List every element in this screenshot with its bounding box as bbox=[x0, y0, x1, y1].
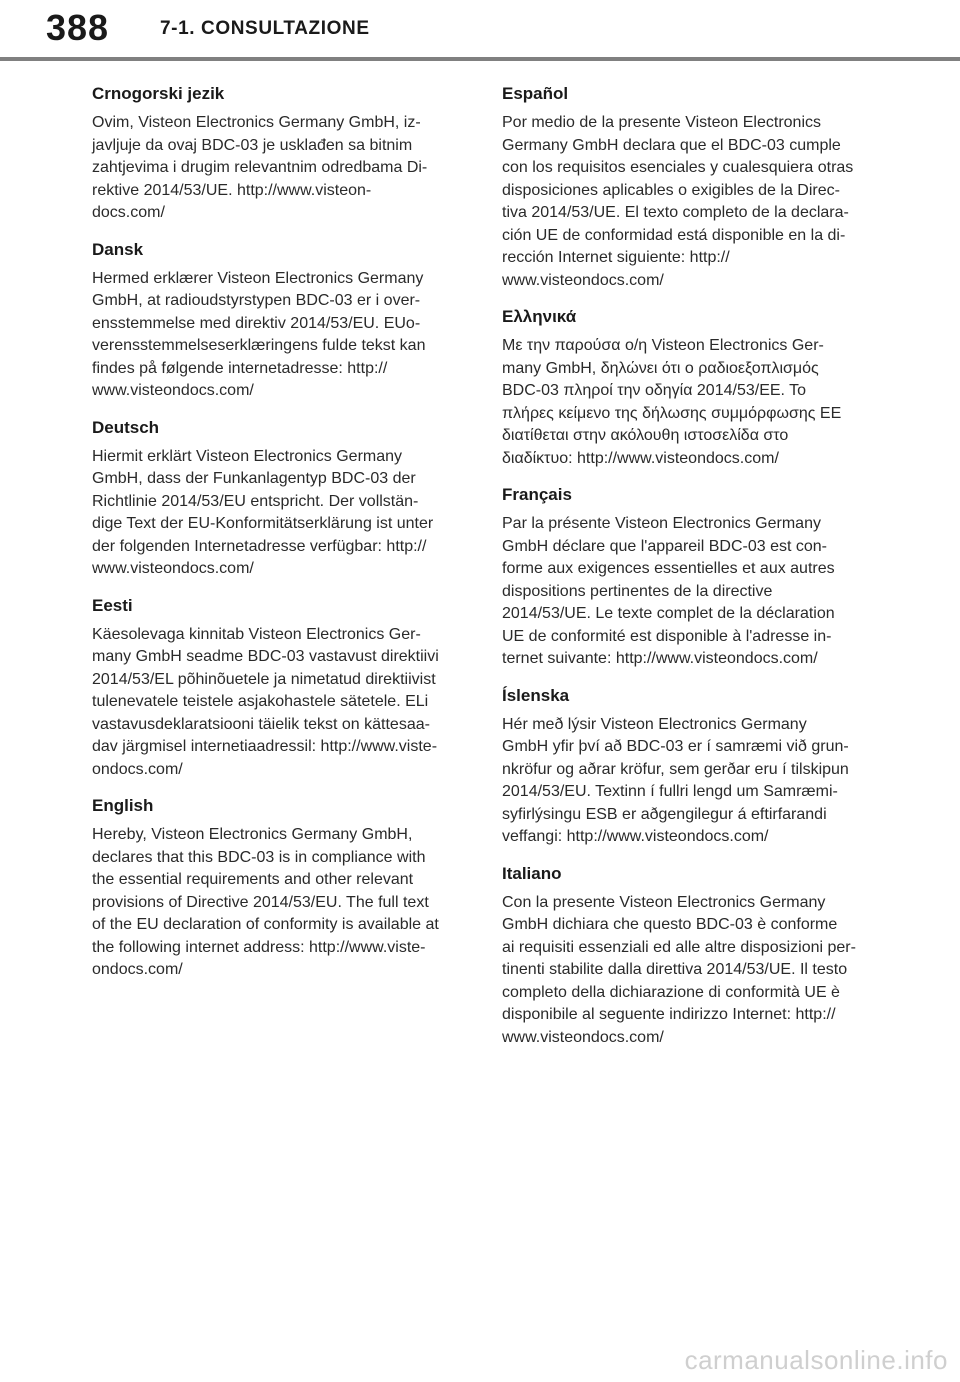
text-line: ai requisiti essenziali ed alle altre disposizioni per- bbox=[502, 938, 856, 956]
text-line: many GmbH, δηλώνει ότι ο ραδιοεξοπλισμός bbox=[502, 359, 819, 377]
language-section bbox=[502, 483, 882, 671]
language-heading: Français bbox=[502, 485, 572, 504]
text-line: verensstemmelseserklæringens fulde tekst kan bbox=[92, 337, 426, 354]
language-section bbox=[92, 416, 472, 581]
text-line: syfirlýsingu ESB er aðgengilegur á eftirfarandi bbox=[502, 805, 827, 823]
language-heading: Dansk bbox=[92, 239, 144, 259]
text-line: disposiciones aplicables o exigibles de la Direc- bbox=[502, 181, 840, 199]
text-line: ternet suivante: http://www.visteondocs.com/ bbox=[502, 650, 818, 667]
text-line: rección Internet siguiente: http:// bbox=[502, 249, 730, 266]
language-heading: Ελληνικά bbox=[502, 307, 577, 326]
text-line: GmbH, dass der Funkanlagentyp BDC-03 der bbox=[92, 470, 416, 487]
text-line: der folgenden Internetadresse verfügbar: http:// bbox=[92, 537, 427, 555]
language-heading: Íslenska bbox=[502, 685, 570, 705]
text-line: UE de conformité est disponible à l'adresse in- bbox=[502, 627, 832, 645]
text-line: dav järgmisel internetiaadressil: http://www.viste- bbox=[92, 738, 438, 755]
declaration-text bbox=[92, 268, 472, 403]
text-line: vastavusdeklaratsiooni täielik tekst on kättesaa- bbox=[92, 715, 430, 733]
language-section bbox=[92, 238, 472, 403]
text-line: 2014/53/UE. Le texte complet de la déclaration bbox=[502, 605, 835, 622]
text-line: declares that this BDC-03 is in compliance with bbox=[92, 848, 426, 866]
language-section bbox=[502, 862, 882, 1050]
declaration-text bbox=[502, 112, 882, 292]
right-column bbox=[502, 82, 882, 1062]
text-line: many GmbH seadme BDC-03 vastavust direktiivi bbox=[92, 648, 439, 665]
language-heading: Deutsch bbox=[92, 417, 160, 437]
text-line: ondocs.com/ bbox=[92, 961, 183, 978]
text-line: GmbH yfir því að BDC-03 er í samræmi við grun- bbox=[502, 738, 849, 755]
language-section bbox=[502, 305, 882, 470]
text-line: veffangi: http://www.visteondocs.com/ bbox=[502, 828, 769, 845]
page-number: 388 bbox=[46, 7, 110, 48]
text-line: disponibile al seguente indirizzo Internet: http:// bbox=[502, 1006, 836, 1023]
section-title: 7-1. CONSULTAZIONE bbox=[160, 18, 370, 39]
text-line: of the EU declaration of conformity is available at bbox=[92, 916, 439, 933]
page-header bbox=[0, 0, 960, 62]
language-section bbox=[502, 82, 882, 292]
language-heading: Italiano bbox=[502, 863, 562, 883]
text-line: GmbH déclare que l'appareil BDC-03 est con- bbox=[502, 537, 827, 555]
text-line: GmbH dichiara che questo BDC-03 è conforme bbox=[502, 916, 838, 933]
watermark: carmanualsonline.info bbox=[684, 1345, 948, 1375]
text-line: nkröfur og aðrar kröfur, sem gerðar eru í tilskipun bbox=[502, 760, 849, 778]
text-line: dispositions pertinentes de la directive bbox=[502, 582, 773, 600]
text-line: ción UE de conformidad está disponible en la di- bbox=[502, 226, 846, 244]
text-line: www.visteondocs.com/ bbox=[502, 271, 664, 289]
text-line: forme aux exigences essentielles et aux autres bbox=[502, 560, 835, 577]
text-line: Par la présente Visteon Electronics Germany bbox=[502, 515, 821, 532]
language-heading: Español bbox=[502, 84, 569, 103]
text-line: Hiermit erklärt Visteon Electronics Germany bbox=[92, 447, 403, 465]
declaration-text bbox=[502, 335, 882, 470]
text-line: BDC-03 πληροί την οδηγία 2014/53/ΕΕ. Το bbox=[502, 382, 807, 399]
text-line: findes på følgende internetadresse: http:// bbox=[92, 359, 388, 377]
text-line: Käesolevaga kinnitab Visteon Electronics Ger- bbox=[92, 625, 421, 643]
language-heading: Eesti bbox=[92, 595, 133, 615]
text-line: Por medio de la presente Visteon Electronics bbox=[502, 114, 821, 131]
text-line: docs.com/ bbox=[92, 204, 165, 221]
text-line: tiva 2014/53/UE. El texto completo de la declara- bbox=[502, 204, 849, 221]
text-line: javljuje da ovaj BDC-03 je usklađen sa bitnim bbox=[92, 136, 413, 154]
language-section bbox=[92, 594, 472, 782]
text-line: Με την παρούσα ο/η Visteon Electronics Ger- bbox=[502, 337, 824, 354]
text-line: the following internet address: http://www.viste- bbox=[92, 938, 426, 956]
text-line: www.visteondocs.com/ bbox=[92, 560, 254, 577]
language-section bbox=[502, 684, 882, 849]
text-line: con los requisitos esenciales y cualesquiera otras bbox=[502, 159, 854, 176]
text-line: tinenti stabilite dalla direttiva 2014/53/UE. Il testo bbox=[502, 961, 848, 978]
text-line: 2014/53/EL põhinõuetele ja nimetatud direktiivist bbox=[92, 670, 436, 688]
text-line: tulenevatele teistele asjakohastele sätetele. ELi bbox=[92, 693, 429, 710]
text-line: διαδίκτυο: http://www.visteondocs.com/ bbox=[502, 449, 779, 467]
declaration-text bbox=[502, 892, 882, 1050]
text-line: Hermed erklærer Visteon Electronics Germany bbox=[92, 269, 424, 287]
declaration-text bbox=[92, 824, 472, 982]
declaration-text bbox=[92, 112, 472, 225]
declaration-text bbox=[502, 714, 882, 849]
language-heading: English bbox=[92, 796, 154, 815]
declaration-text bbox=[502, 513, 882, 671]
language-section bbox=[92, 794, 472, 982]
text-line: Hér með lýsir Visteon Electronics Germany bbox=[502, 715, 807, 733]
text-line: the essential requirements and other relevant bbox=[92, 871, 414, 888]
text-line: completo della dichiarazione di conformità UE è bbox=[502, 983, 840, 1001]
text-line: rektive 2014/53/UE. http://www.visteon- bbox=[92, 181, 372, 199]
text-line: GmbH, at radioudstyrstypen BDC-03 er i over- bbox=[92, 292, 421, 309]
text-line: Ovim, Visteon Electronics Germany GmbH, iz- bbox=[92, 114, 421, 131]
text-line: www.visteondocs.com/ bbox=[92, 382, 254, 399]
declaration-text bbox=[92, 624, 472, 782]
text-line: 2014/53/EU. Textinn í fullri lengd um Samræmi- bbox=[502, 783, 838, 800]
language-section bbox=[92, 82, 472, 225]
text-line: ondocs.com/ bbox=[92, 760, 183, 778]
text-line: zahtjevima i drugim relevantnim odredbama Di- bbox=[92, 159, 428, 176]
text-line: Richtlinie 2014/53/EU entspricht. Der vollstän- bbox=[92, 492, 419, 510]
text-line: Germany GmbH declara que el BDC-03 cumple bbox=[502, 136, 841, 154]
text-line: www.visteondocs.com/ bbox=[502, 1028, 664, 1046]
declaration-text bbox=[92, 446, 472, 581]
text-line: Con la presente Visteon Electronics Germany bbox=[502, 893, 826, 911]
text-line: ensstemmelse med direktiv 2014/53/EU. EUo- bbox=[92, 314, 421, 332]
text-line: dige Text der EU-Konformitätserklärung ist unter bbox=[92, 515, 434, 532]
text-line: πλήρες κείμενο της δήλωσης συμμόρφωσης ΕΕ bbox=[502, 404, 842, 422]
language-heading: Crnogorski jezik bbox=[92, 84, 225, 103]
left-column bbox=[92, 82, 472, 995]
text-line: διατίθεται στην ακόλουθη ιστοσελίδα στο bbox=[502, 427, 789, 444]
header-divider bbox=[0, 57, 960, 61]
text-line: provisions of Directive 2014/53/EU. The full text bbox=[92, 893, 429, 911]
text-line: Hereby, Visteon Electronics Germany GmbH, bbox=[92, 826, 413, 843]
